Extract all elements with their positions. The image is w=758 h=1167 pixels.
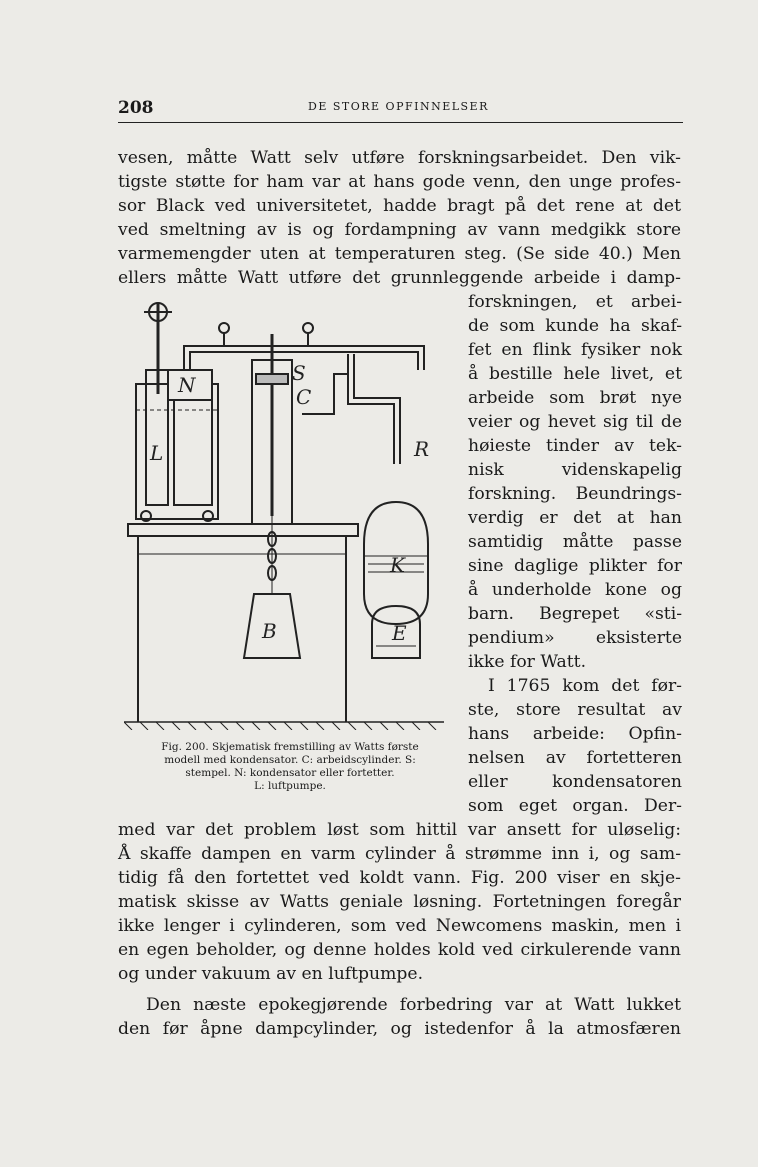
text-line: sor Black ved universitetet, hadde bragt på det rene at det [118, 196, 681, 216]
caption-line: stempel. N: kondensator eller fortetter. [185, 767, 395, 779]
text-line: samtidig måtte passe [468, 532, 682, 552]
label-L: L [150, 441, 164, 465]
table-top [128, 524, 358, 536]
text-line: Å skaffe dampen en varm cylinder å strømme inn i, og sam- [118, 844, 681, 864]
label-S: S [292, 361, 306, 385]
text-line: tidig få den fortettet ved koldt vann. Fig. 200 viser en skje- [118, 868, 681, 888]
text-line: ste, store resultat av [468, 700, 682, 720]
text-line: I 1765 kom det før- [488, 676, 682, 696]
text-line: med var det problem løst som hittil var ansett for uløselig: [118, 820, 681, 840]
text-line: fet en flink fysiker nok [468, 340, 682, 360]
caption-line: modell med kondensator. C: arbeidscylinder. S: [164, 754, 416, 766]
text-line: forskningen, et arbei- [468, 292, 682, 312]
text-line: verdig er det at han [468, 508, 682, 528]
page-number: 208 [118, 98, 154, 118]
label-K: K [390, 553, 405, 577]
text-line: forskning. Beundrings- [468, 484, 682, 504]
text-line: ikke lenger i cylinderen, som ved Newcomens maskin, men i [118, 916, 681, 936]
text-line: de som kunde ha skaf- [468, 316, 682, 336]
text-line: vesen, måtte Watt selv utføre forskningsarbeidet. Den vik- [118, 148, 681, 168]
text-line: den før åpne dampcylinder, og istedenfor å la atmosfæren [118, 1019, 681, 1039]
figure-watt-engine [124, 294, 468, 730]
label-C: C [296, 385, 312, 409]
text-line: arbeide som brøt nye [468, 388, 682, 408]
page-header [118, 96, 683, 123]
caption-line: L: luftpumpe. [254, 780, 326, 792]
text-line: ikke for Watt. [468, 652, 587, 672]
label-B: B [262, 619, 277, 643]
text-line: Den næste epokegjørende forbedring var at Watt lukket [146, 995, 681, 1015]
label-R: R [414, 437, 430, 461]
text-line: hans arbeide: Opfin- [468, 724, 682, 744]
text-line: nelsen av fortetteren [468, 748, 682, 768]
text-line: en egen beholder, og denne holdes kold ved cirkulerende vann [118, 940, 681, 960]
text-line: å bestille hele livet, et [468, 364, 682, 384]
label-N: N [178, 373, 196, 397]
running-title: DE STORE OPFINNELSER [308, 100, 489, 113]
text-line: å underholde kone og [468, 580, 682, 600]
cistern-tank [136, 384, 218, 519]
text-line: som eget organ. Der- [468, 796, 682, 816]
label-E: E [392, 621, 407, 645]
caption-line: Fig. 200. Skjematisk fremstilling av Watts første [161, 741, 419, 753]
text-line: pendium» eksisterte [468, 628, 682, 648]
text-line: sine daglige plikter for [468, 556, 682, 576]
text-line: nisk videnskapelig [468, 460, 682, 480]
text-line: ved smeltning av is og fordampning av vann medgikk store [118, 220, 681, 240]
text-line: tigste støtte for ham var at hans gode venn, den unge profes- [118, 172, 681, 192]
text-line: matisk skisse av Watts geniale løsning. Fortetningen foregår [118, 892, 681, 912]
text-line: og under vakuum av en luftpumpe. [118, 964, 424, 984]
text-line: barn. Begrepet «sti- [468, 604, 682, 624]
figure-caption [130, 741, 450, 793]
text-line: varmemengder uten at temperaturen steg. (Se side 40.) Men [118, 244, 681, 264]
text-line: høieste tinder av tek- [468, 436, 682, 456]
text-line: ellers måtte Watt utføre det grunnleggende arbeide i damp- [118, 268, 681, 288]
text-line: veier og hevet sig til de [468, 412, 682, 432]
text-line: eller kondensatoren [468, 772, 682, 792]
